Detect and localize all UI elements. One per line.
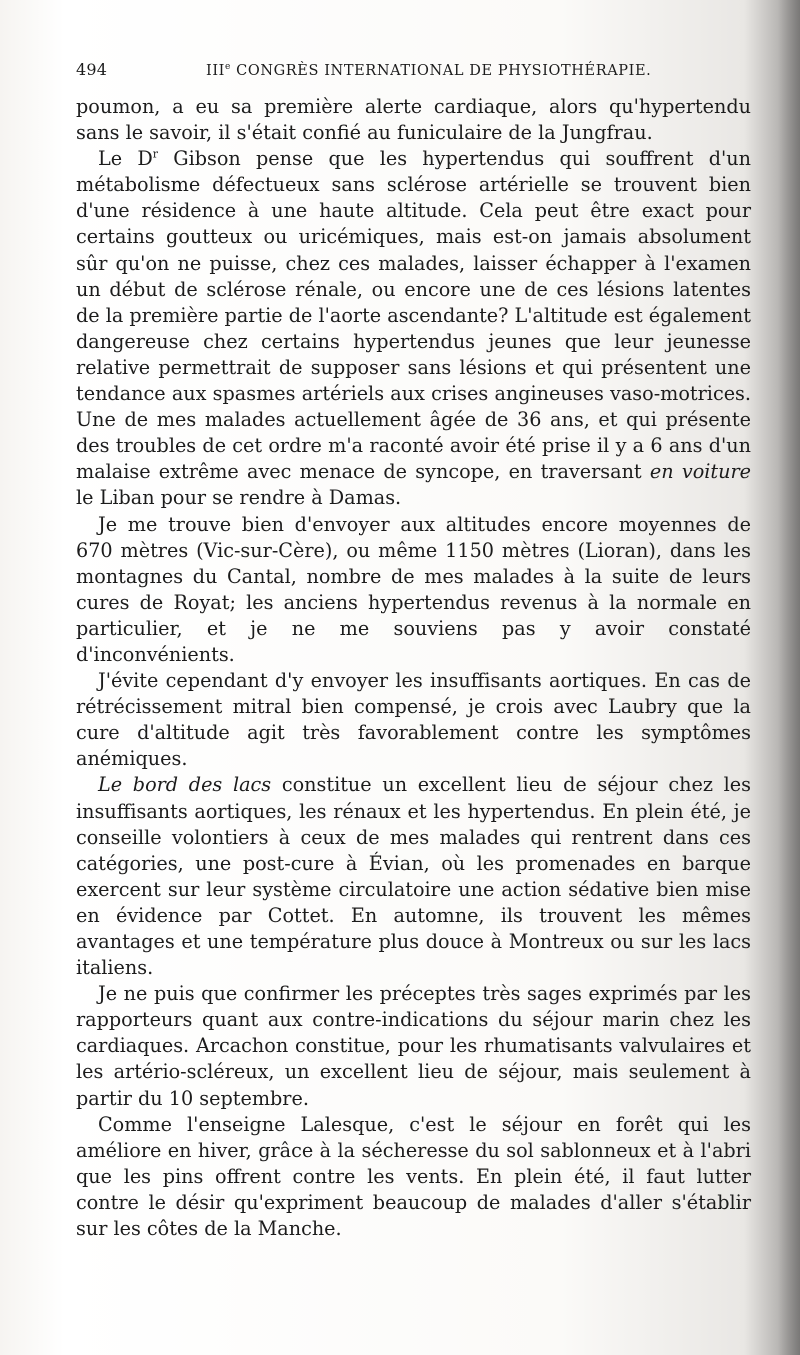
paragraph-1-text: poumon, a eu sa première alerte cardiaque, alors qu'hypertendu sans le savoir, il s'était confié au funiculaire de la Jungfrau. xyxy=(76,95,751,145)
paragraph-6-text: Je ne puis que confirmer les préceptes très sages exprimés par les rapporteurs quant aux contre-indications du séjour marin chez les cardiaques. Arcachon constitue, pour les rhumatisants valvulaires et les artério-scléreux, un excellent lieu de séjour, mais seulement à partir du 10 septembre. xyxy=(76,982,751,1110)
paragraph-7-text: Comme l'enseigne Lalesque, c'est le séjour en forêt qui les améliore en hiver, grâce à la sécheresse du sol sablonneux et à l'abri que les pins offrent contre les vents. En plein été, il faut lutter contre le désir qu'expriment beaucoup de malades d'aller s'établir sur les côtes de la Manche. xyxy=(76,1112,751,1241)
paragraph-2-text-b: Gibson pense que les hypertendus qui souffrent d'un métabolisme défectueux sans sclérose artérielle se trouvent bien d'une résidence à une haute altitude. Cela peut être exact pour certains goutteux ou uricémiques, mais est-on jamais absolument sûr qu'on ne puisse, chez ces malades, laisser échapper à l'examen un début de sclérose rénale, ou encore une de ces lésions latentes de la première partie de l'aorte ascendante? L'altitude est également dangereuse chez certains hypertendus jeunes que leur jeunesse relative permettrait de supposer sans lésions et qui présentent une tendance aux spasmes artériels aux crises angineuses vaso-motrices. Une de mes malades actuellement âgée de 36 ans, et qui présente des troubles de cet ordre m'a raconté avoir été prise il y a 6 ans d'un malaise extrême avec menace de syncope, en traversant xyxy=(76,147,751,484)
paragraph-6 xyxy=(76,981,751,1111)
paragraph-5 xyxy=(76,772,751,981)
title-rest: CONGRÈS INTERNATIONAL DE PHYSIOTHÉRAPIE. xyxy=(230,63,652,79)
paragraph-3 xyxy=(76,512,751,669)
page-number: 494 xyxy=(76,60,108,79)
paragraph-2-italic: en voiture xyxy=(649,460,752,484)
paragraph-1 xyxy=(76,94,751,146)
book-page xyxy=(76,60,751,1242)
paragraph-7 xyxy=(76,1112,751,1242)
paragraph-4-text: J'évite cependant d'y envoyer les insuffisants aortiques. En cas de rétrécissement mitral bien compensé, je crois avec Laubry que la cure d'altitude agit très favorablement contre les symptômes anémiques. xyxy=(76,669,751,771)
paragraph-5-text: constitue un excellent lieu de séjour chez les insuffisants aortiques, les rénaux et les hypertendus. En plein été, je conseille volontiers à ceux de mes malades qui rentrent dans ces catégories, une post-cure à Évian, où les promenades en barque exercent sur leur système circulatoire une action sédative bien mise en évidence par Cottet. En automne, ils trouvent les mêmes avantages et une température plus douce à Montreux ou sur les lacs italiens. xyxy=(76,773,751,980)
paragraph-2-text-c: le Liban pour se rendre à Damas. xyxy=(76,486,402,510)
paragraph-3-text: Je me trouve bien d'envoyer aux altitudes encore moyennes de 670 mètres (Vic-sur-Cère), ou même 1150 mètres (Lioran), dans les montagnes du Cantal, nombre de mes malades à la suite de leurs cures de Royat; les anciens hypertendus revenus à la normale en particulier, et je ne me souviens pas y avoir constaté d'inconvénients. xyxy=(76,512,751,666)
paragraph-2-superscript: r xyxy=(152,147,158,161)
running-header xyxy=(76,60,751,94)
paragraph-5-italic: Le bord des lacs xyxy=(98,773,272,797)
running-title xyxy=(206,63,651,79)
title-prefix: III xyxy=(206,63,225,79)
binding-shadow xyxy=(778,0,800,1355)
title-ordinal: e xyxy=(224,62,231,73)
paragraph-2-text-a: Le D xyxy=(98,147,153,171)
paragraph-4 xyxy=(76,668,751,772)
body-text xyxy=(76,94,751,1242)
paragraph-2 xyxy=(76,146,751,511)
